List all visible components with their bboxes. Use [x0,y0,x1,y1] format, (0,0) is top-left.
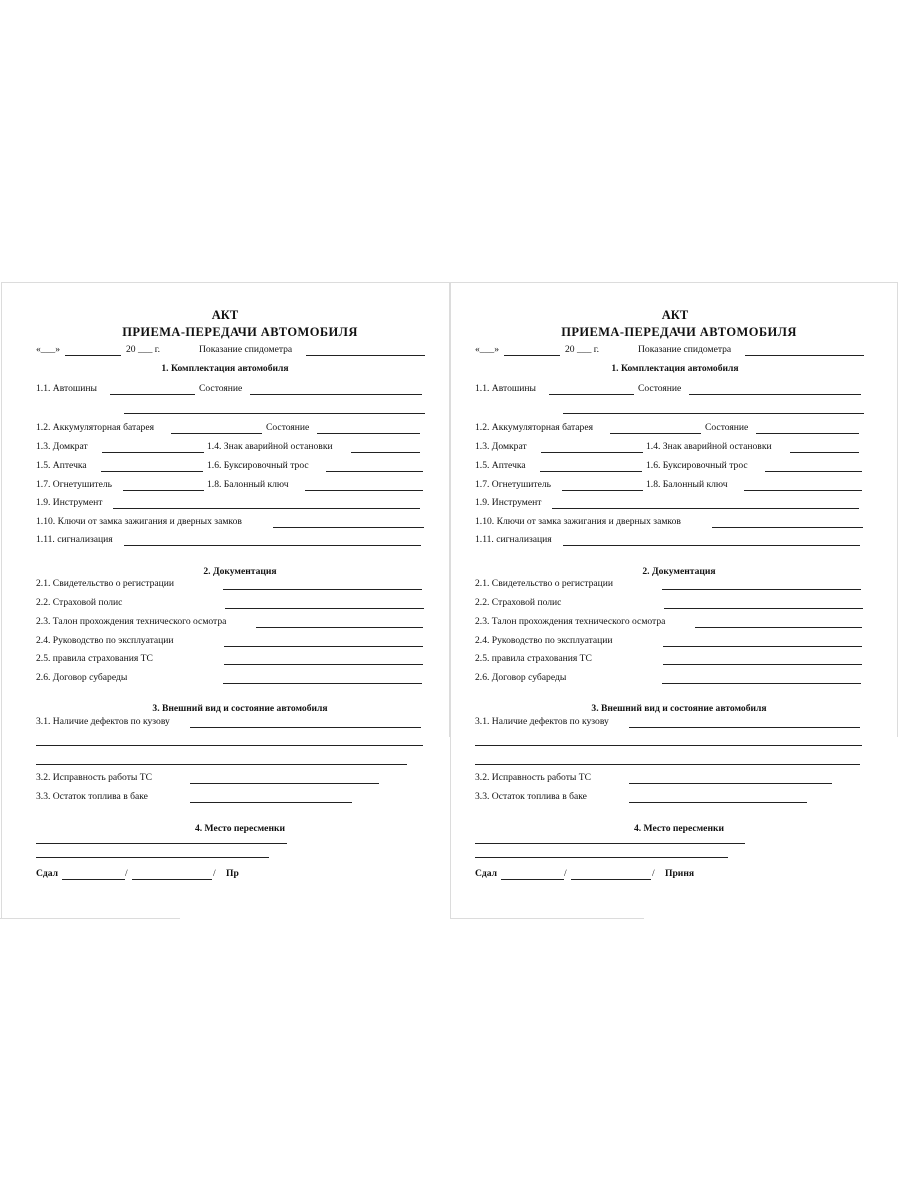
doc-registration-field[interactable] [662,589,861,590]
doc-sublease-field[interactable] [223,683,422,684]
received-label: Пр [226,868,239,879]
date-month-field[interactable] [65,355,121,356]
warning-sign-field[interactable] [351,452,420,453]
first-aid-field[interactable] [101,471,203,472]
tools-label: 1.9. Инструмент [475,497,542,508]
document-subtitle: ПРИЕМА-ПЕРЕДАЧИ АВТОМОБИЛЯ [122,325,358,339]
tools-field[interactable] [113,508,420,509]
jack-label: 1.3. Домкрат [475,441,527,452]
wheel-wrench-field[interactable] [744,490,862,491]
warning-sign-label: 1.4. Знак аварийной остановки [646,441,772,452]
wheel-wrench-field[interactable] [305,490,423,491]
battery-state-label: Состояние [705,422,749,433]
alarm-field[interactable] [563,545,860,546]
tow-rope-field[interactable] [765,471,862,472]
fuel-label: 3.3. Остаток топлива в баке [475,791,587,802]
warning-sign-label: 1.4. Знак аварийной остановки [207,441,333,452]
operability-field[interactable] [629,783,832,784]
battery-state-field[interactable] [756,433,859,434]
tow-rope-label: 1.6. Буксировочный трос [207,460,309,471]
wheel-wrench-label: 1.8. Балонный ключ [207,479,289,490]
speedometer-field[interactable] [745,355,864,356]
section-1-heading: 1. Комплектация автомобиля [161,363,289,374]
tires-state-field-2[interactable] [563,413,864,414]
extinguisher-field[interactable] [123,490,204,491]
doc-registration-label: 2.1. Свидетельство о регистрации [36,578,175,589]
wheel-wrench-label: 1.8. Балонный ключ [646,479,728,490]
fuel-field[interactable] [629,802,807,803]
doc-insurance-field[interactable] [225,608,424,609]
page-border-bottom [0,918,180,919]
defects-field-2[interactable] [475,745,862,746]
date-month-field[interactable] [504,355,560,356]
battery-state-field[interactable] [317,433,420,434]
tires-state-field[interactable] [689,394,861,395]
keys-label: 1.10. Ключи от замка зажигания и дверных замков [475,516,681,527]
defects-field-2[interactable] [36,745,423,746]
document-title: АКТ [211,308,239,322]
date-day: «___» [475,344,499,355]
right-form-page [450,282,898,918]
handed-over-label: Сдал [475,868,498,879]
section-3-heading: 3. Внешний вид и состояние автомобиля [591,703,767,714]
tires-label: 1.1. Автошины [36,383,97,394]
doc-manual-field[interactable] [663,646,862,647]
handed-over-label: Сдал [36,868,59,879]
separator-slash: / [652,868,655,879]
doc-sublease-field[interactable] [662,683,861,684]
page-border-bottom [450,918,644,919]
doc-insurance-field[interactable] [664,608,863,609]
jack-field[interactable] [541,452,643,453]
keys-field[interactable] [712,527,863,528]
tires-state-label: Состояние [199,383,243,394]
location-field-2[interactable] [36,857,269,858]
handed-over-name[interactable] [132,879,212,880]
doc-insurance-rules-field[interactable] [663,664,862,665]
doc-sublease-label: 2.6. Договор субареды [475,672,567,683]
alarm-label: 1.11. сигнализация [36,534,113,545]
tires-state-field-2[interactable] [124,413,425,414]
location-field[interactable] [475,843,745,844]
first-aid-field[interactable] [540,471,642,472]
location-field-2[interactable] [475,857,728,858]
battery-label: 1.2. Аккумуляторная батарея [36,422,155,433]
doc-insurance-rules-label: 2.5. правила страхования ТС [36,653,153,664]
section-1-heading: 1. Комплектация автомобиля [611,363,739,374]
battery-state-label: Состояние [266,422,310,433]
section-2-heading: 2. Документация [642,566,716,577]
page-border-right [897,282,898,737]
first-aid-label: 1.5. Аптечка [475,460,526,471]
doc-registration-label: 2.1. Свидетельство о регистрации [475,578,614,589]
defects-field[interactable] [629,727,860,728]
battery-field[interactable] [610,433,701,434]
doc-manual-field[interactable] [224,646,423,647]
jack-field[interactable] [102,452,204,453]
battery-field[interactable] [171,433,262,434]
handed-over-signature[interactable] [62,879,125,880]
document-subtitle: ПРИЕМА-ПЕРЕДАЧИ АВТОМОБИЛЯ [561,325,797,339]
doc-registration-field[interactable] [223,589,422,590]
battery-label: 1.2. Аккумуляторная батарея [475,422,594,433]
doc-insurance-label: 2.2. Страховой полис [36,597,123,608]
doc-inspection-label: 2.3. Талон прохождения технического осмотра [36,616,227,627]
extinguisher-label: 1.7. Огнетушитель [475,479,552,490]
tires-field[interactable] [549,394,634,395]
document-title: АКТ [661,308,689,322]
page-border-top [1,282,450,283]
doc-inspection-field[interactable] [256,627,423,628]
defects-field-3[interactable] [475,764,860,765]
defects-label: 3.1. Наличие дефектов по кузову [475,716,609,727]
tools-label: 1.9. Инструмент [36,497,103,508]
speedometer-field[interactable] [306,355,425,356]
tires-state-field[interactable] [250,394,422,395]
location-field[interactable] [36,843,287,844]
doc-manual-label: 2.4. Руководство по эксплуатации [475,635,613,646]
doc-insurance-label: 2.2. Страховой полис [475,597,562,608]
received-label: Приня [665,868,695,879]
operability-field[interactable] [190,783,379,784]
speedometer-label: Показание спидометра [638,344,732,355]
section-4-heading: 4. Место пересменки [633,823,725,834]
separator-slash: / [213,868,216,879]
date-year: 20 ___ г. [565,344,600,355]
doc-inspection-label: 2.3. Талон прохождения технического осмотра [475,616,666,627]
jack-label: 1.3. Домкрат [36,441,88,452]
handed-over-name[interactable] [571,879,651,880]
operability-label: 3.2. Исправность работы ТС [36,772,152,783]
extinguisher-label: 1.7. Огнетушитель [36,479,113,490]
doc-insurance-rules-field[interactable] [224,664,423,665]
operability-label: 3.2. Исправность работы ТС [475,772,591,783]
tools-field[interactable] [552,508,859,509]
alarm-label: 1.11. сигнализация [475,534,552,545]
doc-sublease-label: 2.6. Договор субареды [36,672,128,683]
doc-insurance-rules-label: 2.5. правила страхования ТС [475,653,592,664]
keys-field[interactable] [273,527,424,528]
defects-label: 3.1. Наличие дефектов по кузову [36,716,170,727]
fuel-label: 3.3. Остаток топлива в баке [36,791,148,802]
left-form-page [0,282,450,918]
section-2-heading: 2. Документация [203,566,277,577]
defects-field-3[interactable] [36,764,407,765]
fuel-field[interactable] [190,802,352,803]
defects-field[interactable] [190,727,421,728]
keys-label: 1.10. Ключи от замка зажигания и дверных замков [36,516,242,527]
first-aid-label: 1.5. Аптечка [36,460,87,471]
handed-over-signature[interactable] [501,879,564,880]
separator-slash: / [125,868,128,879]
date-day: «___» [36,344,60,355]
tires-state-label: Состояние [638,383,682,394]
doc-manual-label: 2.4. Руководство по эксплуатации [36,635,174,646]
speedometer-label: Показание спидометра [199,344,293,355]
separator-slash: / [564,868,567,879]
page-border-top [450,282,897,283]
section-3-heading: 3. Внешний вид и состояние автомобиля [152,703,328,714]
tow-rope-label: 1.6. Буксировочный трос [646,460,748,471]
doc-inspection-field[interactable] [695,627,862,628]
alarm-field[interactable] [124,545,421,546]
tow-rope-field[interactable] [326,471,423,472]
tires-field[interactable] [110,394,195,395]
tires-label: 1.1. Автошины [475,383,536,394]
date-year: 20 ___ г. [126,344,161,355]
section-4-heading: 4. Место пересменки [194,823,286,834]
extinguisher-field[interactable] [562,490,643,491]
warning-sign-field[interactable] [790,452,859,453]
